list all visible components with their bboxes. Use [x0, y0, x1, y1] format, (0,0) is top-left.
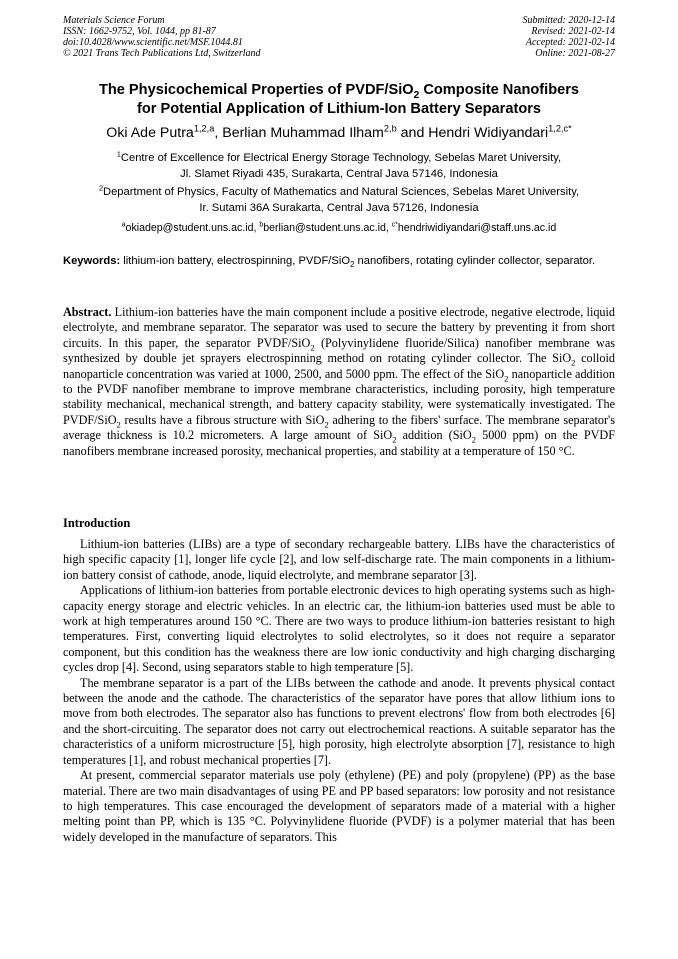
paragraph: Lithium-ion batteries (LIBs) are a type of secondary rechargeable battery. LIBs have the characteristics of high specific capacity [1], longer life cycle [2], and low self-discharge rate. The main components in a lithium-ion battery consist of cathode, anode, liquid electrolyte, and membrane separator [3]. [63, 537, 615, 582]
section-heading-introduction: Introduction [63, 516, 131, 530]
author-list: Oki Ade Putra$^{1,2,a}$, Berlian Muhammad Ilham$^{2,b}$ and Hendri Widiyandari$^{1,2,c*}$ [106, 123, 572, 141]
copyright: © 2021 Trans Tech Publications Ltd, Switzerland [63, 48, 261, 59]
paragraph: At present, commercial separator materials use poly (ethylene) (PE) and poly (propylene) (PP) as the base material. There are two main disadvantages of using PE and PP based separators: low porosity and not resistance to high temperatures. This case encouraged the development of separators made of a material with a higher melting point than PP, which is 135 °C. Polyvinylidene fluoride (PVDF) is a polymer material that has been widely developed in the manufacture of separators. This [63, 768, 615, 844]
author-name: Berlian Muhammad Ilham [222, 125, 384, 141]
paragraph: The membrane separator is a part of the LIBs between the cathode and anode. It prevents physical contact between the anode and the cathode. The characteristics of the separator have pores that allow lithium ions to move from both electrodes. The separator also has functions to prevent electrons' flow from both electrodes [6] and the short-circuiting. The separator does not carry out electrochemical reactions. A suitable separator has the characteristics of a uniform microstructure [5], high porosity, high electrolyte absorption [7], resistance to high temperatures [1], and robust mechanical properties [7]. [63, 675, 615, 767]
keywords-label: Keywords: [63, 255, 121, 267]
author-name: Hendri Widiyandari [428, 125, 549, 141]
introduction-body [63, 537, 615, 845]
email-link[interactable]: berlian@student.uns.ac.id, [263, 222, 392, 234]
submitted-date: Submitted: 2020-12-14 [522, 15, 615, 26]
author-emails: $^a$okiadep@student.uns.ac.id, $^b$berlian@student.uns.ac.id, $^{c*}$hendriwidiyandari@staff.uns.ac.id [121, 221, 557, 234]
email-link[interactable]: okiadep@student.uns.ac.id, [125, 222, 260, 234]
affiliation-2: $^2$Department of Physics, Faculty of Mathematics and Natural Sciences, Sebelas Maret University, Ir. Sutami 36A Surakarta, Central Java 57126, Indonesia [98, 183, 580, 214]
revised-date: Revised: 2021-02-14 [531, 26, 615, 37]
paragraph: Applications of lithium-ion batteries from portable electronic devices to high operating systems such as high-capacity energy storage and electric vehicles. In an electric car, the lithium-ion batteries used must be able to work at high temperatures around 150 °C. There are two ways to produce lithium-ion batteries resistant to high temperatures. First, converting liquid electrolytes to solid electrolytes, so it does not require a separator component, but this condition has the weakness there are low ionic conductivity and high charging discharging cycles drop [4]. Second, using separators stable to high temperature [5]. [63, 583, 615, 675]
dates-header [523, 15, 616, 59]
journal-name: Materials Science Forum [63, 15, 165, 26]
keywords: Keywords: lithium-ion battery, electrospinning, PVDF/SiO$_2$ nanofibers, rotating cylinder collector, separator. [63, 255, 596, 270]
abstract-label: Abstract. [63, 305, 112, 319]
issn: ISSN: 1662-9752, Vol. 1044, pp 81-87 [63, 26, 216, 37]
author-name: Oki Ade Putra [106, 125, 194, 141]
online-date: Online: 2021-08-27 [535, 48, 615, 59]
abstract: Abstract. Lithium-ion batteries have the main component include a positive electrode, negative electrode, liquid electrolyte, and membrane separator. The separator was used to secure the battery by preventing it from short circuits. In this paper, the separator PVDF/SiO$_2$ (Polyvinylidene fluoride/Silica) nanofiber membrane was synthesized by double jet sprayers electrospinning method on rotating cylinder collector. The SiO$_2$ colloid nanoparticle concentration was varied at 1000, 2500, and 5000 ppm. The effect of the SiO$_2$ nanoparticle addition to the PVDF nanofiber membrane to improve membrane characteristics, including porosity, high temperature stability mechanical, mechanical strength, and battery capacity stability, were systematically investigated. The PVDF/SiO$_2$ results have a fibrous structure with SiO$_2$ adhering to the fibers' surface. The membrane separator's average thickness is 10.2 micrometers. A large amount of SiO$_2$ addition (SiO$_2$ 5000 ppm) on the PVDF nanofibers membrane increased porosity, mechanical properties, and stability at a temperature of 150 °C. [63, 305, 615, 458]
accepted-date: Accepted: 2021-02-14 [525, 37, 615, 48]
affiliation-1: $^1$Centre of Excellence for Electrical Energy Storage Technology, Sebelas Maret University, Jl. Slamet Riyadi 435, Surakarta, Central Java 57146, Indonesia [116, 149, 562, 180]
journal-header [63, 15, 261, 59]
paper-title: The Physicochemical Properties of PVDF/SiO$_2$ Composite Nanofibers for Potential Application of Lithium-Ion Battery Separators [98, 82, 580, 117]
email-link[interactable]: hendriwidiyandari@staff.uns.ac.id [397, 222, 557, 234]
doi[interactable]: doi:10.4028/www.scientific.net/MSF.1044.81 [63, 37, 243, 48]
